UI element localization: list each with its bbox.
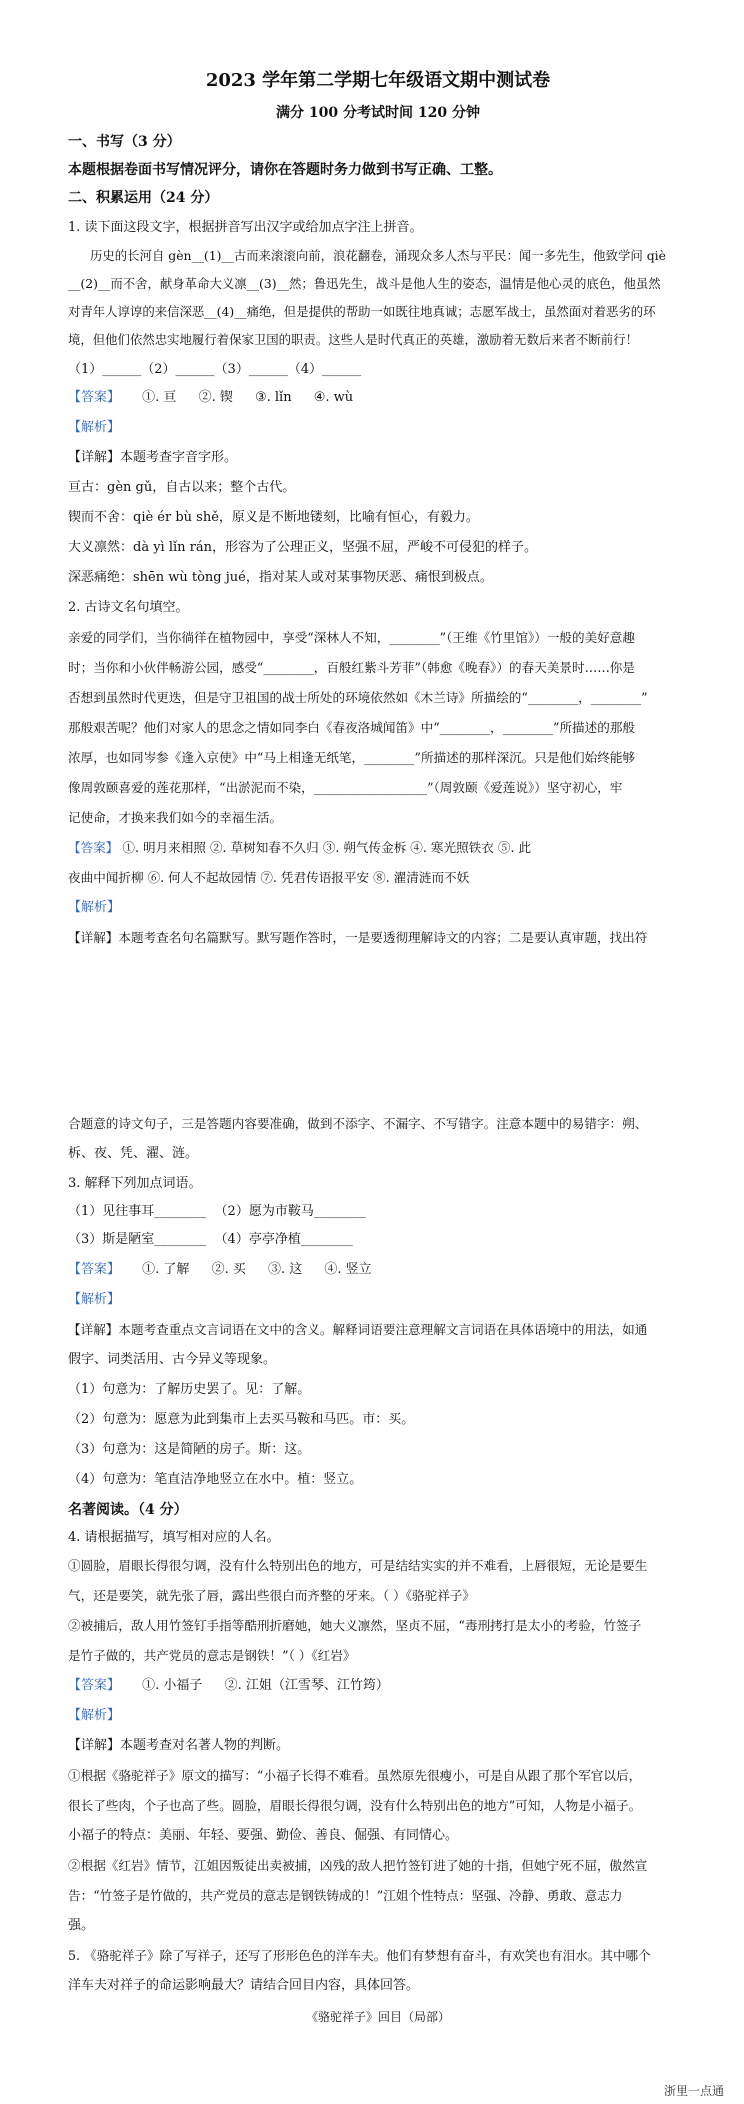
q4-desc: 是竹子做的，共产党员的意志是钢铁！”（ ）《红岩》 bbox=[68, 1648, 356, 1663]
q1-prompt: 1. 读下面这段文字，根据拼音写出汉字或给加点字注上拼音。 bbox=[68, 220, 423, 235]
q3-item: （4）亭亭净植________ bbox=[214, 1232, 353, 1247]
q1-detail: 【详解】本题考查字音字形。 bbox=[68, 450, 238, 465]
q2-detail: 【详解】本题考查名句名篇默写。默写题作答时，一是要透彻理解诗文的内容；二是要认真审题，找出符 bbox=[68, 930, 648, 945]
answer-label: 【答案】 bbox=[68, 840, 119, 855]
q1-passage-line: 对青年人谆谆的来信深恶__(4)__痛绝，但是提供的帮助一如既往地真诚；志愿军战士，虽然面对着恶劣的环 bbox=[68, 304, 656, 319]
answer-item: ③. lǐn bbox=[254, 390, 292, 405]
answer-item: ④. 竖立 bbox=[324, 1262, 372, 1277]
q4-prompt: 4. 请根据描写，填写相对应的人名。 bbox=[68, 1530, 280, 1545]
exam-subtitle: 满分 100 分考试时间 120 分钟 bbox=[276, 105, 480, 121]
answer-item: ②. 江姐（江雪琴、江竹筠） bbox=[224, 1678, 389, 1693]
q4-detail: 告：“竹签子是竹做的，共产党员的意志是钢铁铸成的！”江姐个性特点：坚强、冷静、勇敢、意志力 bbox=[68, 1888, 623, 1903]
q5-caption: 《骆驼祥子》回目（局部） bbox=[305, 2010, 450, 2024]
q3-item: （1）见往事耳________ bbox=[68, 1204, 207, 1219]
answer-item: ①. 亘 bbox=[142, 390, 177, 405]
q2-passage-line: 亲爱的同学们，当你徜徉在植物园中，享受“深林人不知，________”（王维《竹里馆》）一般的美好意趣 bbox=[68, 630, 635, 645]
q1-blanks: （1）______（2）______（3）______（4）______ bbox=[68, 362, 362, 377]
answer-label: 【答案】 bbox=[68, 390, 121, 405]
q2-passage-line: 浓厚，也如同岑参《逢入京使》中“马上相逢无纸笔，________”所描述的那样深沉。只是他们始终能够 bbox=[68, 750, 636, 765]
q3-row bbox=[68, 1202, 688, 1222]
section1-desc: 本题根据卷面书写情况评分，请你在答题时务力做到书写正确、工整。 bbox=[68, 162, 502, 178]
q2-detail: 合题意的诗文句子，三是答题内容要准确，做到不添字、不漏字、不写错字。注意本题中的易错字：朔、 bbox=[68, 1116, 648, 1131]
q4-detail: ①根据《骆驼祥子》原文的描写：“小福子长得不难看。虽然原先很瘦小，可是自从跟了那个军官以后， bbox=[68, 1768, 642, 1783]
q3-prompt: 3. 解释下列加点词语。 bbox=[68, 1176, 202, 1191]
answer-item: ①. 了解 bbox=[142, 1262, 190, 1277]
section1-heading: 一、书写（3 分） bbox=[68, 134, 181, 150]
q2-detail: 柝、夜、凭、濯、涟。 bbox=[68, 1146, 199, 1161]
q3-detail: 假字、词类活用、古今异义等现象。 bbox=[68, 1352, 277, 1367]
watermark: 浙里一点通 bbox=[663, 2084, 724, 2098]
q1-passage-line: 历史的长河自 gèn__(1)__古而来滚滚向前，浪花翻卷，涌现众多人杰与平民：闻一多先生，他致学问 qiè bbox=[90, 248, 666, 263]
q1-detail: 亘古：gèn gǔ，自古以来；整个古代。 bbox=[68, 480, 296, 495]
q3-detail: 【详解】本题考查重点文言词语在文中的含义。解释词语要注意理解文言词语在具体语境中的用法，如通 bbox=[68, 1322, 648, 1337]
q3-row bbox=[68, 1230, 688, 1250]
q1-passage-line: 境，但他们依然忠实地履行着保家卫国的职责。这些人是时代真正的英雄，激励着无数后来者不断前行！ bbox=[68, 332, 638, 347]
q4-detail: 很长了些肉，个子也高了些。圆脸，眉眼长得很匀调，没有什么特别出色的地方”可知，人物是小福子。 bbox=[68, 1798, 642, 1813]
q3-answer-row bbox=[68, 1260, 688, 1280]
answer-item: ②. 锲 bbox=[198, 390, 233, 405]
q3-item: （3）斯是陋室________ bbox=[68, 1232, 207, 1247]
q1-passage-line: __(2)__而不舍，献身革命大义凛__(3)__然；鲁迅先生，战斗是他人生的姿态，温情是他心灵的底色，他虽然 bbox=[68, 276, 661, 291]
analysis-label: 【解析】 bbox=[68, 900, 121, 915]
q3-item: （2）愿为市鞍马________ bbox=[214, 1204, 366, 1219]
answer-label: 【答案】 bbox=[68, 1678, 121, 1693]
q4-detail: 小福子的特点：美丽、年轻、要强、勤俭、善良、倔强、有同情心。 bbox=[68, 1828, 459, 1843]
q2-answer-row bbox=[68, 838, 688, 858]
q2-passage-line: 记使命，才换来我们如今的幸福生活。 bbox=[68, 810, 283, 825]
answer-item: ①. 小福子 bbox=[142, 1678, 203, 1693]
q2-passage-line: 那般艰苦呢？他们对家人的思念之情如同李白《春夜洛城闻笛》中“________，________”所描述的那般 bbox=[68, 720, 636, 735]
q1-detail: 深恶痛绝：shēn wù tòng jué，指对某人或对某事物厌恶、痛恨到极点。 bbox=[68, 570, 493, 585]
q5-prompt: 洋车夫对祥子的命运影响最大？请结合回目内容，具体回答。 bbox=[68, 1978, 420, 1993]
answer-item: ④. wù bbox=[313, 390, 354, 405]
section3-heading: 名著阅读。（4 分） bbox=[68, 1502, 188, 1518]
answer-item: ③. 这 bbox=[267, 1262, 303, 1277]
q1-detail: 大义凛然：dà yì lǐn rán，形容为了公理正义，坚强不屈，严峻不可侵犯的样子。 bbox=[68, 540, 537, 555]
q2-passage-line: 像周敦颐喜爱的莲花那样，“出淤泥而不染，__________________”（周敦颐《爱莲说》）坚守初心，牢 bbox=[68, 780, 623, 795]
q3-detail: （3）句意为：这是简陋的房子。斯：这。 bbox=[68, 1442, 311, 1457]
analysis-label: 【解析】 bbox=[68, 420, 121, 435]
q3-detail: （4）句意为：笔直洁净地竖立在水中。植：竖立。 bbox=[68, 1472, 363, 1487]
section2-heading: 二、积累运用（24 分） bbox=[68, 190, 219, 206]
q2-prompt: 2. 古诗文名句填空。 bbox=[68, 600, 189, 615]
q1-detail: 锲而不舍：qiè ér bù shě，原义是不断地镂刻，比喻有恒心，有毅力。 bbox=[68, 510, 479, 525]
answer-label: 【答案】 bbox=[68, 1262, 121, 1277]
q4-detail: 强。 bbox=[68, 1918, 95, 1933]
q3-detail: （1）句意为：了解历史罢了。见：了解。 bbox=[68, 1382, 311, 1397]
q4-desc: ②被捕后，敌人用竹签钉手指等酷刑折磨她，她大义凛然，坚贞不屈，“毒刑拷打是太小的考验，竹签子 bbox=[68, 1618, 642, 1633]
exam-title: 2023 学年第二学期七年级语文期中测试卷 bbox=[205, 70, 551, 91]
q4-desc: ①圆脸，眉眼长得很匀调，没有什么特别出色的地方，可是结结实实的并不难看，上唇很短，无论是要生 bbox=[68, 1558, 648, 1573]
q5-prompt: 5. 《骆驼祥子》除了写祥子，还写了形形色色的洋车夫。他们有梦想有奋斗，有欢笑也有泪水。其中哪个 bbox=[68, 1948, 651, 1963]
q4-desc: 气，还是要笑，就先张了唇，露出些很白而齐整的牙来。（ ）《骆驼祥子》 bbox=[68, 1588, 475, 1603]
answer-items: ①. 明月来相照 ②. 草树知春不久归 ③. 朔气传金柝 ④. 寒光照铁衣 ⑤. 此 bbox=[122, 840, 532, 855]
answer-item: ②. 买 bbox=[211, 1262, 246, 1277]
q2-passage-line: 否想到虽然时代更迭，但是守卫祖国的战士所处的环境依然如《木兰诗》所描绘的“________，________” bbox=[68, 690, 648, 705]
q3-detail: （2）句意为：愿意为此到集市上去买马鞍和马匹。市：买。 bbox=[68, 1412, 415, 1427]
q2-passage-line: 时；当你和小伙伴畅游公园，感受“________，百般红紫斗芳菲”（韩愈《晚春》）的春天美景时……你是 bbox=[68, 660, 635, 675]
q4-detail: 【详解】本题考查对名著人物的判断。 bbox=[68, 1738, 290, 1753]
q1-answer-row bbox=[68, 388, 688, 408]
q4-detail: ②根据《红岩》情节，江姐因叛徒出卖被捕，凶残的敌人把竹签钉进了她的十指，但她宁死不屈，傲然宣 bbox=[68, 1858, 648, 1873]
analysis-label: 【解析】 bbox=[68, 1708, 121, 1723]
q2-answer-row-cont: 夜曲中闻折柳 ⑥. 何人不起故园情 ⑦. 凭君传语报平安 ⑧. 濯清涟而不妖 bbox=[68, 870, 470, 885]
q4-answer-row bbox=[68, 1676, 688, 1696]
analysis-label: 【解析】 bbox=[68, 1292, 121, 1307]
